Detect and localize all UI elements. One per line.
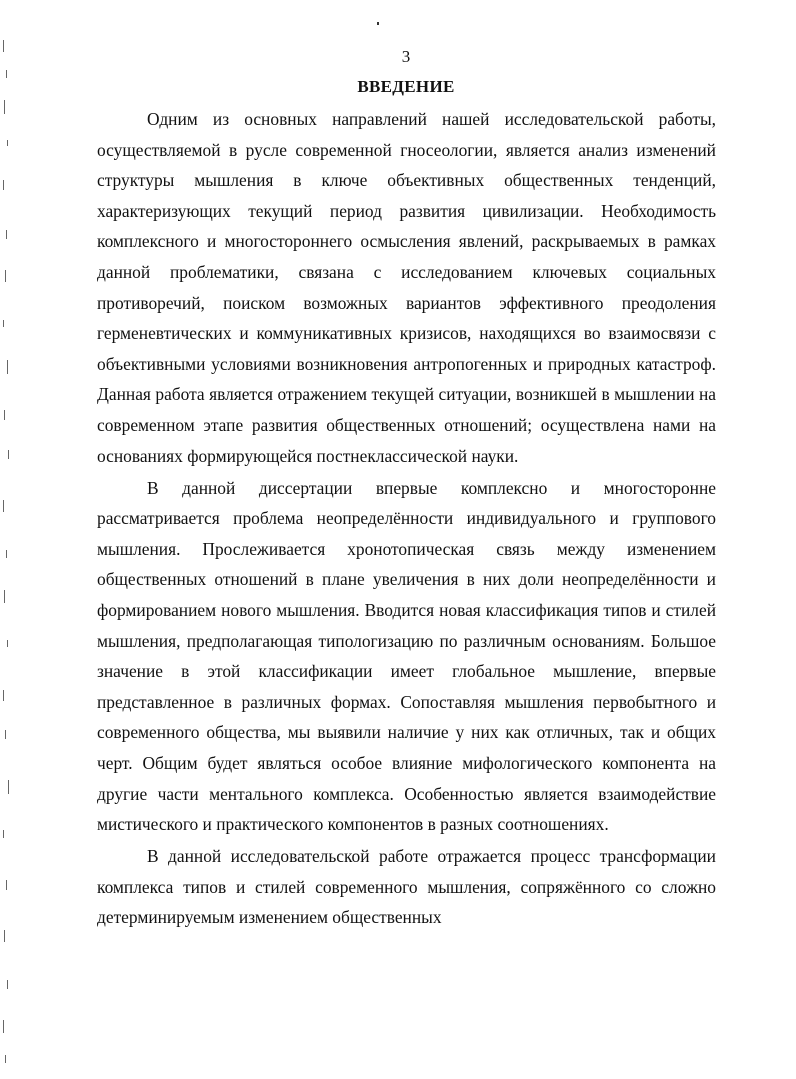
paragraph: В данной диссертации впервые комплексно и многосторонне рассматривается проблема неопределённости индивидуального и группового мышления. Прослеживается хронотопическая связь между изменением общественных отношений в плане увеличения в них доли неопределённости и формированием нового мышления. Вводится новая классификация типов и стилей мышления, предполагающая типологизацию по различным основаниям. Большое значение в этой классификации имеет глобальное мышление, впервые представленное в различных формах. Сопоставляя мышления первобытного и современного общества, мы выявили наличие у них как отличных, так и общих черт. Общим будет являться особое влияние мифологического компонента на другие части ментального комплекса. Особенностью является взаимодействие мистического и практического компонентов в разных соотношениях.	[97, 477, 716, 835]
body-text	[97, 104, 716, 935]
section-title: ВВЕДЕНИЕ	[357, 77, 455, 96]
scan-speck	[377, 22, 379, 25]
scan-edge-artifact	[3, 30, 17, 1070]
paragraph: В данной исследовательской работе отражается процесс трансформации комплекса типов и стилей современного мышления, сопряжённого со сложно детерминируемым изменением общественных	[97, 846, 716, 928]
page-number: 3	[401, 47, 411, 66]
paragraph: Одним из основных направлений нашей исследовательской работы, осуществляемой в русле современной гносеологии, является анализ изменений структуры мышления в ключе объективных общественных тенденций, характеризующих текущий период развития цивилизации. Необходимость комплексного и многостороннего осмысления явлений, раскрываемых в рамках данной проблематики, связана с исследованием ключевых социальных противоречий, поиском возможных вариантов эффективного преодоления герменевтических и коммуникативных кризисов, находящихся во взаимосвязи с объективными условиями возникновения антропогенных и природных катастроф. Данная работа является отражением текущей ситуации, возникшей в мышлении на современном этапе развития общественных отношений; осуществлена нами на основаниях формирующейся постнеклассической науки.	[97, 109, 716, 466]
